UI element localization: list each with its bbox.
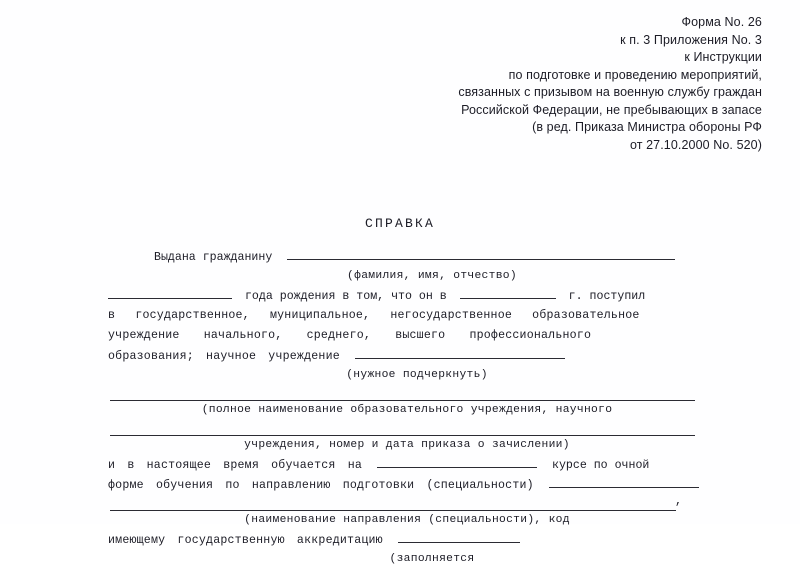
row-issued-to	[108, 247, 696, 267]
label-course-suffix: курсе по очной	[551, 459, 650, 472]
field-fio[interactable]	[287, 247, 675, 260]
header-line-2: к п. 3 Приложения No. 3	[620, 32, 762, 47]
row-currently-studying	[108, 455, 696, 475]
caption-fio: (фамилия, имя, отчество)	[347, 270, 517, 282]
label-education-scientific: образования; научное учреждение	[108, 350, 340, 363]
header-line-8: от 27.10.2000 No. 520)	[629, 137, 762, 152]
field-specialty[interactable]	[549, 475, 699, 488]
header-line-7: (в ред. Приказа Министра обороны РФ	[532, 120, 762, 134]
caption-filled: (заполняется	[389, 553, 475, 565]
caption-direction: (наименование направления (специальности), код	[244, 514, 570, 526]
row-education-scientific	[108, 346, 696, 366]
label-issued-to: Выдана гражданину	[154, 251, 273, 264]
label-level-institution: учреждение начального, среднего, высшего профессионального	[108, 329, 592, 342]
field-full-name-line-2[interactable]	[110, 422, 695, 436]
header-line-5: связанных с призывом на военную службу граждан	[458, 85, 762, 99]
field-scientific-institution[interactable]	[355, 346, 565, 359]
field-entry-year[interactable]	[460, 286, 556, 299]
header-line-6: Российской Федерации, не пребывающих в запасе	[461, 102, 762, 117]
field-accreditation[interactable]	[398, 530, 520, 543]
document-body	[108, 247, 696, 569]
field-full-name-line-1[interactable]	[110, 387, 695, 401]
row-level-institution	[108, 326, 696, 346]
page-title: СПРАВКА	[364, 216, 435, 231]
header-line-1: Форма No. 26	[681, 15, 762, 29]
caption-full-name: (полное наименование образовательного учреждения, научного	[201, 404, 613, 416]
label-state-institution: в государственное, муниципальное, негосударственное образовательное	[108, 309, 640, 322]
field-birth-year[interactable]	[108, 286, 232, 299]
label-form-of-study: форме обучения по направлению подготовки (специальности)	[108, 479, 534, 492]
field-direction-line[interactable]	[110, 497, 676, 511]
caption-institution: учреждения, номер и дата приказа о зачислении)	[244, 439, 570, 451]
header-line-4: по подготовке и проведению мероприятий,	[508, 67, 762, 82]
row-accreditation	[108, 530, 696, 550]
caption-underline: (нужное подчеркнуть)	[346, 369, 488, 381]
label-birth-year-2: г. поступил	[568, 290, 646, 303]
row-birth-year	[108, 286, 696, 306]
document-header	[242, 14, 762, 154]
label-accreditation: имеющему государственную аккредитацию	[108, 534, 383, 547]
label-currently-studying: и в настоящее время обучается на	[108, 459, 363, 472]
header-line-3: к Инструкции	[684, 50, 762, 64]
label-birth-year-1: года рождения в том, что он в	[244, 290, 447, 303]
row-form-of-study	[108, 475, 696, 495]
field-course-number[interactable]	[377, 455, 537, 468]
row-state-institution	[108, 306, 696, 326]
